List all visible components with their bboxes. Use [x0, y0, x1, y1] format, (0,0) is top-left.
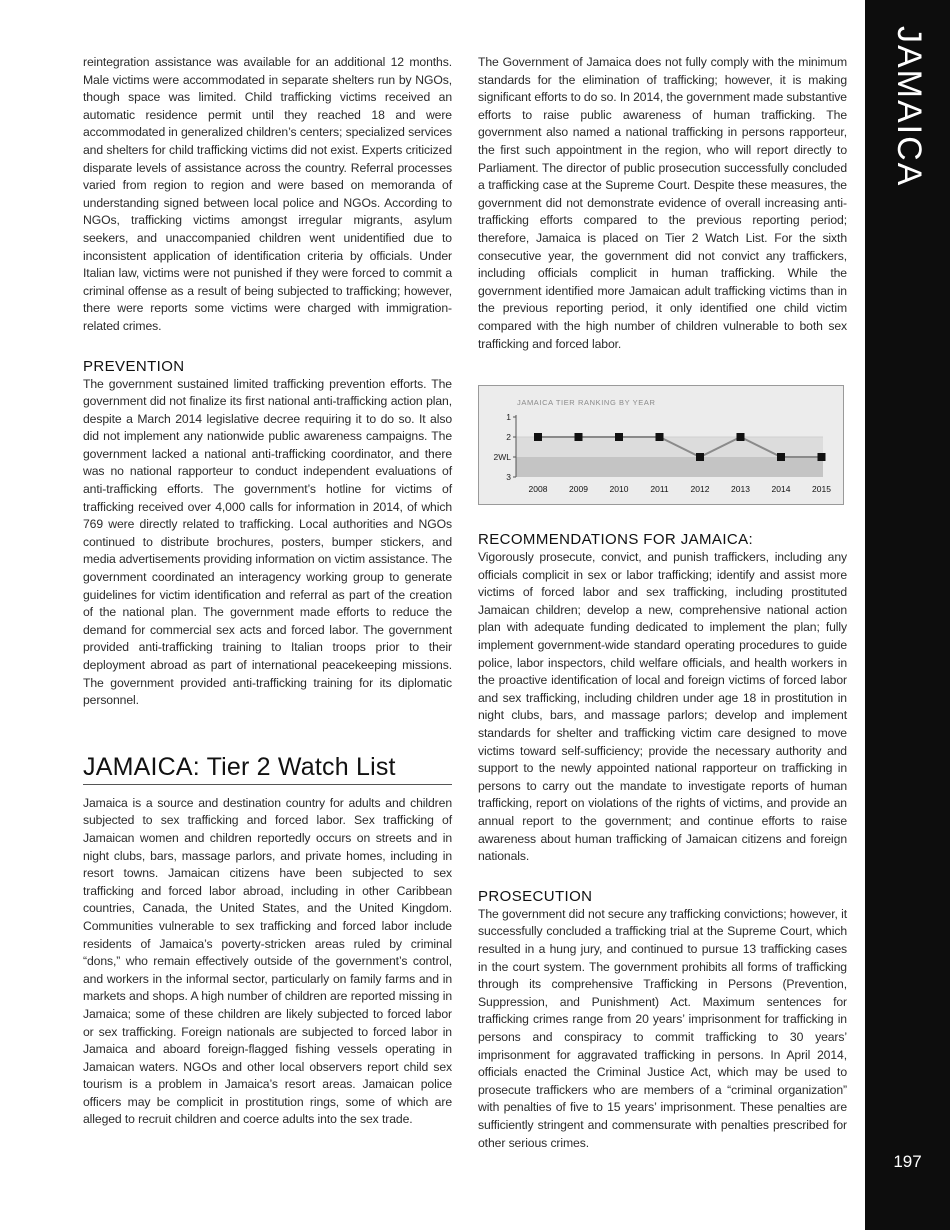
band-tier-2wl	[516, 457, 823, 477]
chart-title: JAMAICA TIER RANKING BY YEAR	[517, 398, 656, 408]
y-tick-label: 2WL	[493, 452, 511, 463]
recommendations-heading: RECOMMENDATIONS FOR JAMAICA:	[478, 531, 754, 549]
right-column	[478, 54, 847, 1152]
page-number: 197	[893, 1152, 922, 1171]
tier-ranking-chart-svg	[479, 386, 843, 504]
x-tick-label: 2013	[731, 484, 750, 495]
tier-ranking-chart	[478, 385, 844, 505]
data-point	[615, 433, 623, 441]
country-heading: JAMAICA: Tier 2 Watch List	[83, 752, 452, 785]
recommendations-paragraph: Vigorously prosecute, convict, and punish traffickers, including any officials complicit in sex or labor trafficking; identify and assist more victims of forced labor and sex trafficking, including prostituted Jamaican children; develop a new, comprehensive national action plan with adequate funding dedicated to implement the plan; fully implement government-wide standard operating procedures to guide police, labor inspectors, child welfare officials, and health workers in the proactive identification of local and foreign victims of forced labor and sex trafficking, including children under age 18 in prostitution in night clubs, bars, and massage parlors; develop and implement standards for shelter and trafficking victim care designed to move victims toward self-sufficiency; provide the necessary authority and support to the newly appointed national rapporteur on trafficking in persons to carry out the mandate to investigate reports of human trafficking, report on violations of the rights of victims, and provide an annual report to the government; and continue efforts to raise awareness about human trafficking of Jamaican citizens and foreign nationals.	[478, 550, 847, 864]
y-tick-label: 2	[506, 432, 511, 443]
data-point	[534, 433, 542, 441]
x-tick-label: 2011	[650, 484, 669, 495]
data-point	[737, 433, 745, 441]
x-tick-label: 2009	[569, 484, 588, 495]
y-tick-label: 1	[506, 412, 511, 423]
x-tick-label: 2015	[812, 484, 831, 495]
prosecution-paragraph: The government did not secure any trafficking convictions; however, it successfully concluded a trafficking trial at the Supreme Court, which resulted in a hung jury, and continued to pursue 13 trafficking cases in the court system. The government prohibits all forms of trafficking through its comprehensive Trafficking in Persons (Prevention, Suppression, and Punishment) Act. Maximum sentences for trafficking crimes range from 20 years’ imprisonment for trafficking in persons and conspiracy to commit trafficking to 30 years’ imprisonment for aggravated trafficking in persons. In April 2014, officials enacted the Criminal Justice Act, which may be used to prosecute traffickers who are members of a “criminal organization” with penalties of five to 15 years’ imprisonment. These penalties are sufficiently stringent and commensurate with penalties prescribed for other serious crimes.	[478, 906, 847, 1150]
prosecution-heading: PROSECUTION	[478, 887, 593, 905]
sidebar-country-label: JAMAICA	[890, 26, 928, 188]
data-point	[818, 453, 826, 461]
prevention-paragraph: The government sustained limited trafficking prevention efforts. The government did not finalize its first national anti-trafficking action plan, despite a March 2014 legislative decree requiring it to do so. It also did not implement any nationwide public awareness campaigns. The government lacked a national anti-trafficking coordinator, and there was no national rapporteur to conduct independent evaluations of anti-trafficking efforts. The government’s hotline for victims of trafficking received over 4,000 calls for information in 2014, of which 769 were directly related to trafficking. Local authorities and NGOs continued to distribute brochures, posters, bumper stickers, and media advertisements providing information on victim assistance. The government coordinated an interagency working group to generate guidelines for victim identification and referral as part of the creation of the national plan. The government made efforts to reduce the demand for commercial sex acts and forced labor. The government provided anti-trafficking training to Italian troops prior to their deployment abroad as part of international peacekeeping missions. The government provided anti-trafficking training for its diplomatic personnel.	[83, 376, 452, 708]
x-tick-label: 2008	[528, 484, 548, 495]
data-point	[696, 453, 704, 461]
italy-protection-paragraph: reintegration assistance was available for an additional 12 months. Male victims were accommodated in separate shelters run by NGOs, though space was limited. Child trafficking victims received an automatic residence permit until they reached 18 and were accommodated in generalized children’s centers; specialized services and shelters for child trafficking victims did not exist. Experts criticized disparate levels of assistance across the country. Referral processes varied from region to region and were based on memoranda of understanding signed between local police and NGOs. According to NGOs, trafficking victims amongst irregular migrants, asylum seekers, and unaccompanied children went unidentified due to inconsistent application of identification criteria by officials. Under Italian law, victims were not punished if they were forced to commit a criminal offense as a result of being subjected to trafficking; however, there were reports some victims were charged with immigration-related crimes.	[83, 55, 452, 333]
country-sidebar	[865, 0, 950, 1230]
data-point	[575, 433, 583, 441]
country-overview-paragraph: Jamaica is a source and destination country for adults and children subjected to sex trafficking and forced labor. Sex trafficking of Jamaican women and children reportedly occurs on streets and in night clubs, bars, massage parlors, and private homes, including in resort towns. Jamaican citizens have been subjected to sex trafficking and forced labor abroad, including in other Caribbean countries, Canada, the United States, and the United Kingdom. Communities vulnerable to sex trafficking and forced labor include residents of Jamaica’s poverty-stricken areas ruled by criminal “dons,” who remain effectively outside of the government’s control, and workers in the informal sector, particularly on family farms and in markets and shops. A high number of children are reported missing in Jamaica; some of these children are likely subjected to forced labor or sex trafficking. Foreign nationals are subjected to forced labor in Jamaica and aboard foreign-flagged fishing vessels operating in Jamaican waters. NGOs and other local observers report child sex tourism is a problem in Jamaica’s resort areas. Jamaican police officers may be complicit in prostitution rings, some of which are alleged to recruit children and coerce adults into the sex trade.	[83, 795, 452, 1127]
data-point	[777, 453, 785, 461]
x-tick-label: 2014	[771, 484, 791, 495]
x-tick-label: 2010	[609, 484, 629, 495]
government-assessment-paragraph: The Government of Jamaica does not fully comply with the minimum standards for the elimination of trafficking; however, it is making significant efforts to do so. In 2014, the government made substantive efforts to raise public awareness of human trafficking. The government also named a national trafficking in persons rapporteur, the first such appointment in the region, who will report directly to Parliament. The director of public prosecution successfully concluded a trafficking case at the Supreme Court. Despite these measures, the government did not demonstrate evidence of overall increasing anti-trafficking efforts compared to the previous reporting period; therefore, Jamaica is placed on Tier 2 Watch List. For the sixth consecutive year, the government did not convict any traffickers, including officials complicit in human trafficking. While the government identified more Jamaican adult trafficking victims than in the previous reporting period, it only identified one child victim compared with the high number of children vulnerable to both sex trafficking and forced labor.	[478, 55, 847, 351]
prevention-heading: PREVENTION	[83, 357, 185, 375]
left-column	[83, 54, 452, 1129]
data-point	[656, 433, 664, 441]
y-tick-label: 3	[506, 472, 511, 483]
x-tick-label: 2012	[690, 484, 710, 495]
